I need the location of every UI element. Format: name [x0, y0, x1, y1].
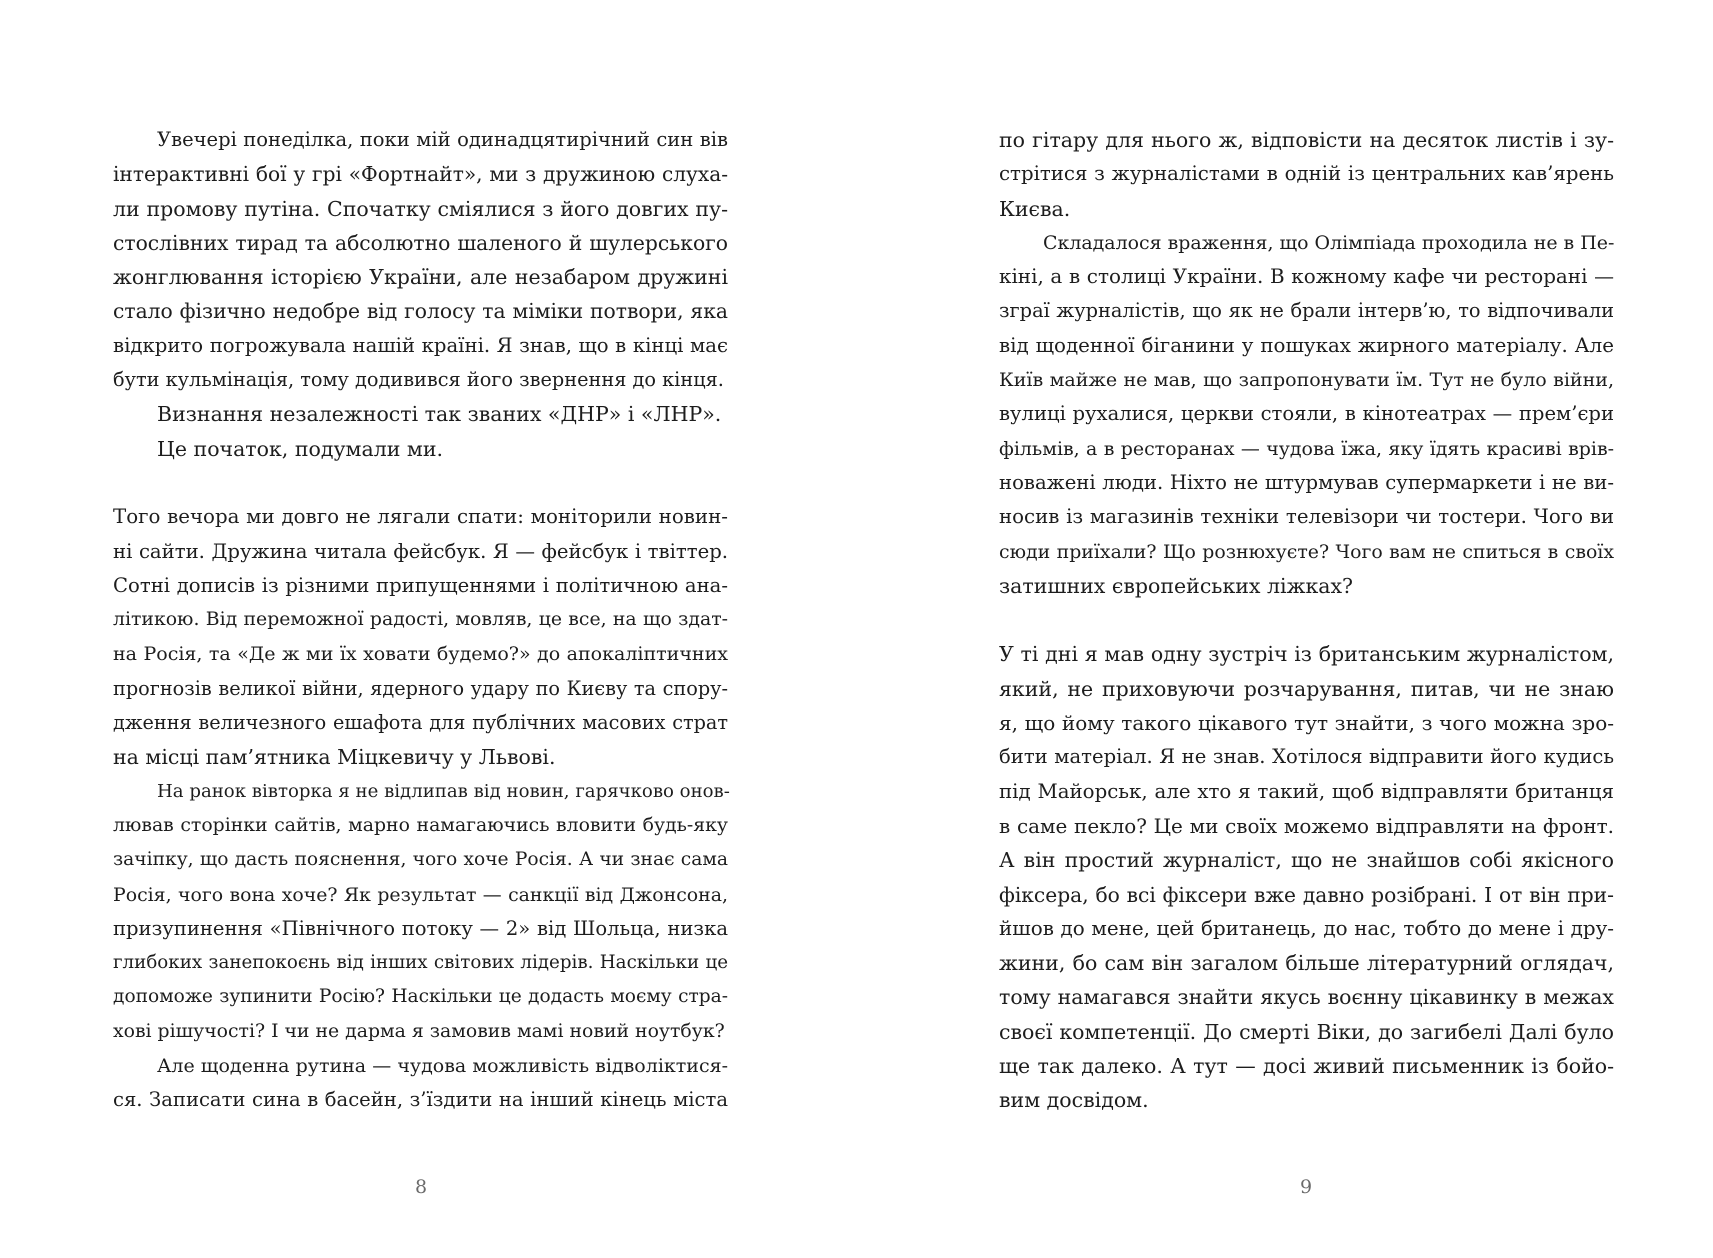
text-line: Увечері понеділка, поки мій одинадцятирічний син вів — [157, 128, 728, 151]
text-line: новажені люди. Ніхто не штурмував супермаркети і не ви- — [999, 470, 1614, 494]
text-line: я, що йому такого цікавого тут знайти, з чого можна зро- — [999, 711, 1614, 736]
text-line: ні сайти. Дружина читала фейсбук. Я — фейсбук і твіттер. — [113, 539, 728, 563]
text-line: Це початок, подумали ми. — [157, 436, 444, 461]
text-line: кіні, а в столиці України. В кожному кафе чи ресторані — — [999, 265, 1614, 289]
text-line: стрітися з журналістами в одній із центральних кав’ярень — [999, 162, 1614, 186]
text-line: Того вечора ми довго не лягали спати: моніторили новин- — [113, 505, 728, 529]
text-line: жини, бо сам він загалом більше літературний оглядач, — [999, 951, 1614, 976]
text-line: На ранок вівторка я не відлипав від новин, гарячково онов- — [157, 780, 730, 802]
text-line: на місці пам’ятника Міцкевичу у Львові. — [113, 745, 556, 770]
section-break — [999, 603, 1614, 637]
text-line: фіксера, бо всі фіксери вже давно розібрані. І от він при- — [999, 882, 1614, 907]
left-page-text — [113, 123, 728, 1118]
text-line: призупинення «Північного потоку — 2» від Шольца, низка — [113, 916, 728, 940]
text-line: жонглювання історією України, але незабаром дружині — [113, 265, 728, 290]
text-line: Київ майже не мав, що запропонувати їм. Тут не було війни, — [999, 369, 1614, 392]
text-line: бити матеріал. Я не знав. Хотілося відправити його кудись — [999, 745, 1614, 769]
right-page — [856, 0, 1712, 1258]
text-line: в саме пекло? Це ми своїх можемо відправляти на фронт. — [999, 813, 1614, 838]
text-line: на Росія, та «Де ж ми їх ховати будемо?» до апокаліптичних — [113, 643, 728, 666]
text-line: стало фізично недобре від голосу та міміки потвори, яка — [113, 299, 728, 324]
text-line: літикою. Від переможної радості, мовляв, це все, на що здат- — [113, 609, 728, 631]
text-line: від щоденної біганини у пошуках жирного матеріалу. Але — [999, 333, 1614, 357]
right-page-number: 9 — [1299, 1176, 1313, 1198]
text-line: вулиці рухалися, церкви стояли, в кінотеатрах — прем’єри — [999, 402, 1614, 426]
right-page-text — [999, 123, 1614, 1118]
text-line: фільмів, а в ресторанах — чудова їжа, яку їдять красиві врів- — [999, 437, 1614, 460]
text-line: дження величезного ешафота для публічних масових страт — [113, 711, 728, 735]
text-line: ще так далеко. А тут — досі живий письменник із бойо- — [999, 1054, 1614, 1079]
text-line: Росія, чого вона хоче? Як результат — санкції від Джонсона, — [113, 883, 728, 906]
text-line: ся. Записати сина в басейн, з’їздити на інший кінець міста — [113, 1088, 728, 1112]
section-break — [113, 466, 728, 500]
text-line: який, не приховуючи розчарування, питав, чи не знаю — [999, 676, 1614, 701]
left-page — [0, 0, 856, 1258]
text-line: Складалося враження, що Олімпіада проходила не в Пе- — [1043, 231, 1615, 254]
text-line: хові рішучості? І чи не дарма я замовив мамі новий ноутбук? — [113, 1020, 725, 1042]
text-line: йшов до мене, цей британець, до нас, тобто до мене і дру- — [999, 916, 1614, 940]
text-line: бути кульмінація, тому додивився його звернення до кінця. — [113, 368, 724, 392]
text-line: своєї компетенції. До смерті Віки, до загибелі Далі було — [999, 1019, 1614, 1044]
text-line: Визнання незалежності так званих «ДНР» і «ЛНР». — [157, 402, 722, 427]
text-line: під Майорськ, але хто я такий, щоб відправляти британця — [999, 779, 1614, 803]
text-line: тому намагався знайти якусь воєнну цікавинку в межах — [999, 985, 1614, 1010]
text-line: ли промову путіна. Спочатку сміялися з його довгих пу- — [113, 196, 728, 221]
text-line: глибоких занепокоєнь від інших світових лідерів. Наскільки це — [113, 952, 728, 974]
text-line: інтерактивні бої у грі «Фортнайт», ми з дружиною слуха- — [113, 162, 728, 187]
text-line: прогнозів великої війни, ядерного удару по Києву та спору- — [113, 676, 728, 700]
text-line: Але щоденна рутина — чудова можливість відволіктися- — [157, 1055, 728, 1078]
text-line: Сотні дописів із різними припущеннями і політичною ана- — [113, 573, 728, 597]
left-page-number: 8 — [414, 1176, 428, 1198]
text-line: вим досвідом. — [999, 1088, 1149, 1113]
text-line: відкрито погрожувала нашій країні. Я знав, що в кінці має — [113, 333, 728, 357]
text-line: лював сторінки сайтів, марно намагаючись вловити будь-яку — [113, 814, 728, 836]
text-line: носив із магазинів техніки телевізори чи тостери. Чого ви — [999, 505, 1614, 529]
text-line: зачіпку, що дасть пояснення, чого хоче Росія. А чи знає сама — [113, 849, 728, 871]
text-line: А він простий журналіст, що не знайшов собі якісного — [999, 848, 1614, 873]
text-line: сюди приїхали? Що рознюхуєте? Чого вам не спиться в своїх — [999, 540, 1614, 563]
text-line: У ті дні я мав одну зустріч із британським журналістом, — [999, 642, 1614, 667]
text-line: затишних європейських ліжках? — [999, 573, 1354, 598]
text-line: по гітару для нього ж, відповісти на десяток листів і зу- — [999, 128, 1614, 152]
text-line: зграї журналістів, що як не брали інтерв’ю, то відпочивали — [999, 299, 1614, 323]
text-line: допоможе зупинити Росію? Наскільки це додасть моєму стра- — [113, 986, 728, 1008]
text-line: Києва. — [999, 196, 1071, 221]
text-line: стослівних тирад та абсолютно шаленого й шулерського — [113, 230, 728, 255]
